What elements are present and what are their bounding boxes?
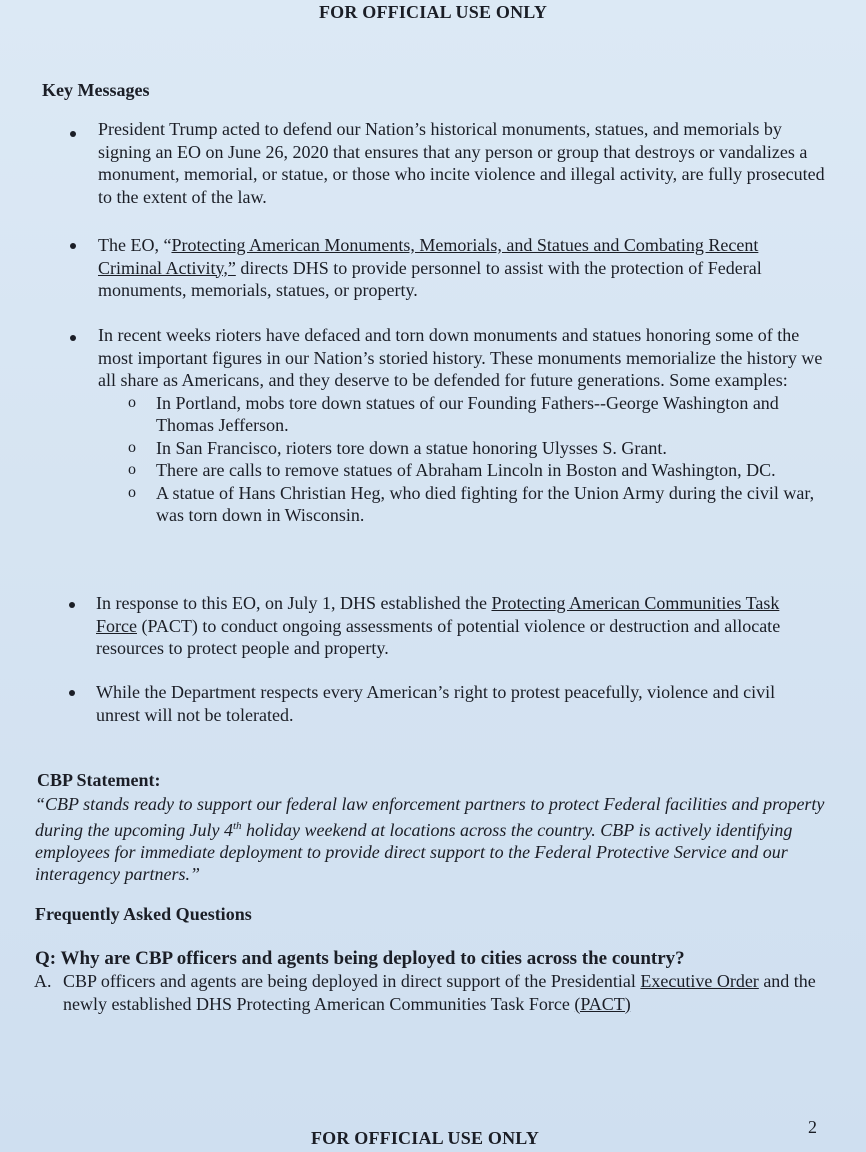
key-message-bullet-3 bbox=[98, 324, 828, 527]
key-message-bullet-2 bbox=[98, 234, 818, 302]
answer-marker: A. bbox=[34, 971, 52, 991]
eo-title-link[interactable]: Protecting American Monuments, Memorials, and Statues and Combating Recent Criminal Activity,” bbox=[98, 235, 759, 278]
bullet-marker bbox=[69, 690, 75, 696]
answer-text-1: CBP officers and agents are being deployed in direct support of the Presidential bbox=[63, 971, 641, 991]
key-message-bullet-1 bbox=[98, 118, 826, 208]
key-message-bullet-5 bbox=[96, 681, 820, 726]
faq-answer bbox=[34, 970, 824, 1015]
key-message-bullet-4 bbox=[96, 592, 820, 660]
bullet-marker bbox=[69, 602, 75, 608]
bullet-text: President Trump acted to defend our Nation’s historical monuments, statues, and memorials by signing an EO on June 26, 2020 that ensures that any person or group that destroys or vandalizes a monument, memorial, or statue, or those who incite violence and illegal activity, are fully prosecuted to the extent of the law. bbox=[98, 119, 825, 207]
ordinal-superscript: th bbox=[232, 820, 242, 832]
examples-list bbox=[98, 392, 828, 527]
statement-part-2: holiday weekend at locations across the country. CBP is actively identifying employees for immediate deployment to provide direct support to the Federal Protective Service and our interagency partners.” bbox=[35, 820, 793, 884]
statement-part-1: “CBP stands ready to support our federal law enforcement partners to protect Federal facilities and property during the upcoming July 4 bbox=[35, 794, 825, 840]
faq-question: Q: Why are CBP officers and agents being deployed to cities across the country? bbox=[35, 948, 685, 969]
example-text: There are calls to remove statues of Abraham Lincoln in Boston and Washington, DC. bbox=[156, 460, 776, 480]
bullet-text-prefix: In response to this EO, on July 1, DHS established the bbox=[96, 593, 492, 613]
example-text: In Portland, mobs tore down statues of our Founding Fathers--George Washington and Thomas Jefferson. bbox=[156, 392, 779, 435]
example-text: In San Francisco, rioters tore down a statue honoring Ulysses S. Grant. bbox=[156, 437, 667, 458]
sub-bullet-marker: o bbox=[128, 461, 136, 478]
executive-order-link[interactable]: Executive Order bbox=[640, 971, 759, 991]
sub-bullet-marker: o bbox=[128, 393, 136, 411]
answer-text-2: and the newly established DHS Protecting American Communities Task Force bbox=[63, 971, 816, 1014]
key-messages-heading: Key Messages bbox=[42, 80, 150, 100]
cbp-statement-text bbox=[35, 793, 825, 885]
example-item bbox=[98, 392, 828, 437]
bullet-text-suffix: (PACT) to conduct ongoing assessments of potential violence or destruction and allocate resources to protect people and property. bbox=[96, 615, 781, 658]
page-number: 2 bbox=[808, 1117, 817, 1137]
bullet-text-suffix: directs DHS to provide personnel to assist with the protection of Federal monuments, memorials, statues, or property. bbox=[98, 257, 762, 300]
bullet-text: While the Department respects every American’s right to protest peacefully, violence and civil unrest will not be tolerated. bbox=[96, 682, 776, 725]
pact-task-force-link[interactable]: Protecting American Communities Task Force bbox=[96, 593, 780, 636]
bullet-text: In recent weeks rioters have defaced and torn down monuments and statues honoring some of the most important figures in our Nation’s storied history. These monuments memorialize the history we all share as Americans, and they deserve to be defended for future generations. Some examples: bbox=[98, 325, 823, 390]
example-text: A statue of Hans Christian Heg, who died fighting for the Union Army during the civil war, was torn down in Wisconsin. bbox=[156, 482, 815, 525]
example-item bbox=[98, 459, 828, 482]
cbp-statement-heading: CBP Statement: bbox=[37, 770, 161, 790]
pact-link[interactable]: (PACT) bbox=[574, 993, 631, 1014]
bullet-marker bbox=[70, 131, 76, 137]
footer-classification: FOR OFFICIAL USE ONLY bbox=[310, 1128, 540, 1148]
example-item bbox=[98, 437, 828, 460]
example-item bbox=[98, 482, 828, 527]
sub-bullet-marker: o bbox=[128, 438, 136, 456]
bullet-marker bbox=[70, 243, 76, 249]
bullet-text-prefix: The EO, “ bbox=[98, 235, 172, 255]
bullet-marker bbox=[70, 335, 76, 341]
faq-heading: Frequently Asked Questions bbox=[35, 904, 252, 924]
header-classification: FOR OFFICIAL USE ONLY bbox=[318, 2, 548, 22]
sub-bullet-marker: o bbox=[128, 483, 136, 501]
